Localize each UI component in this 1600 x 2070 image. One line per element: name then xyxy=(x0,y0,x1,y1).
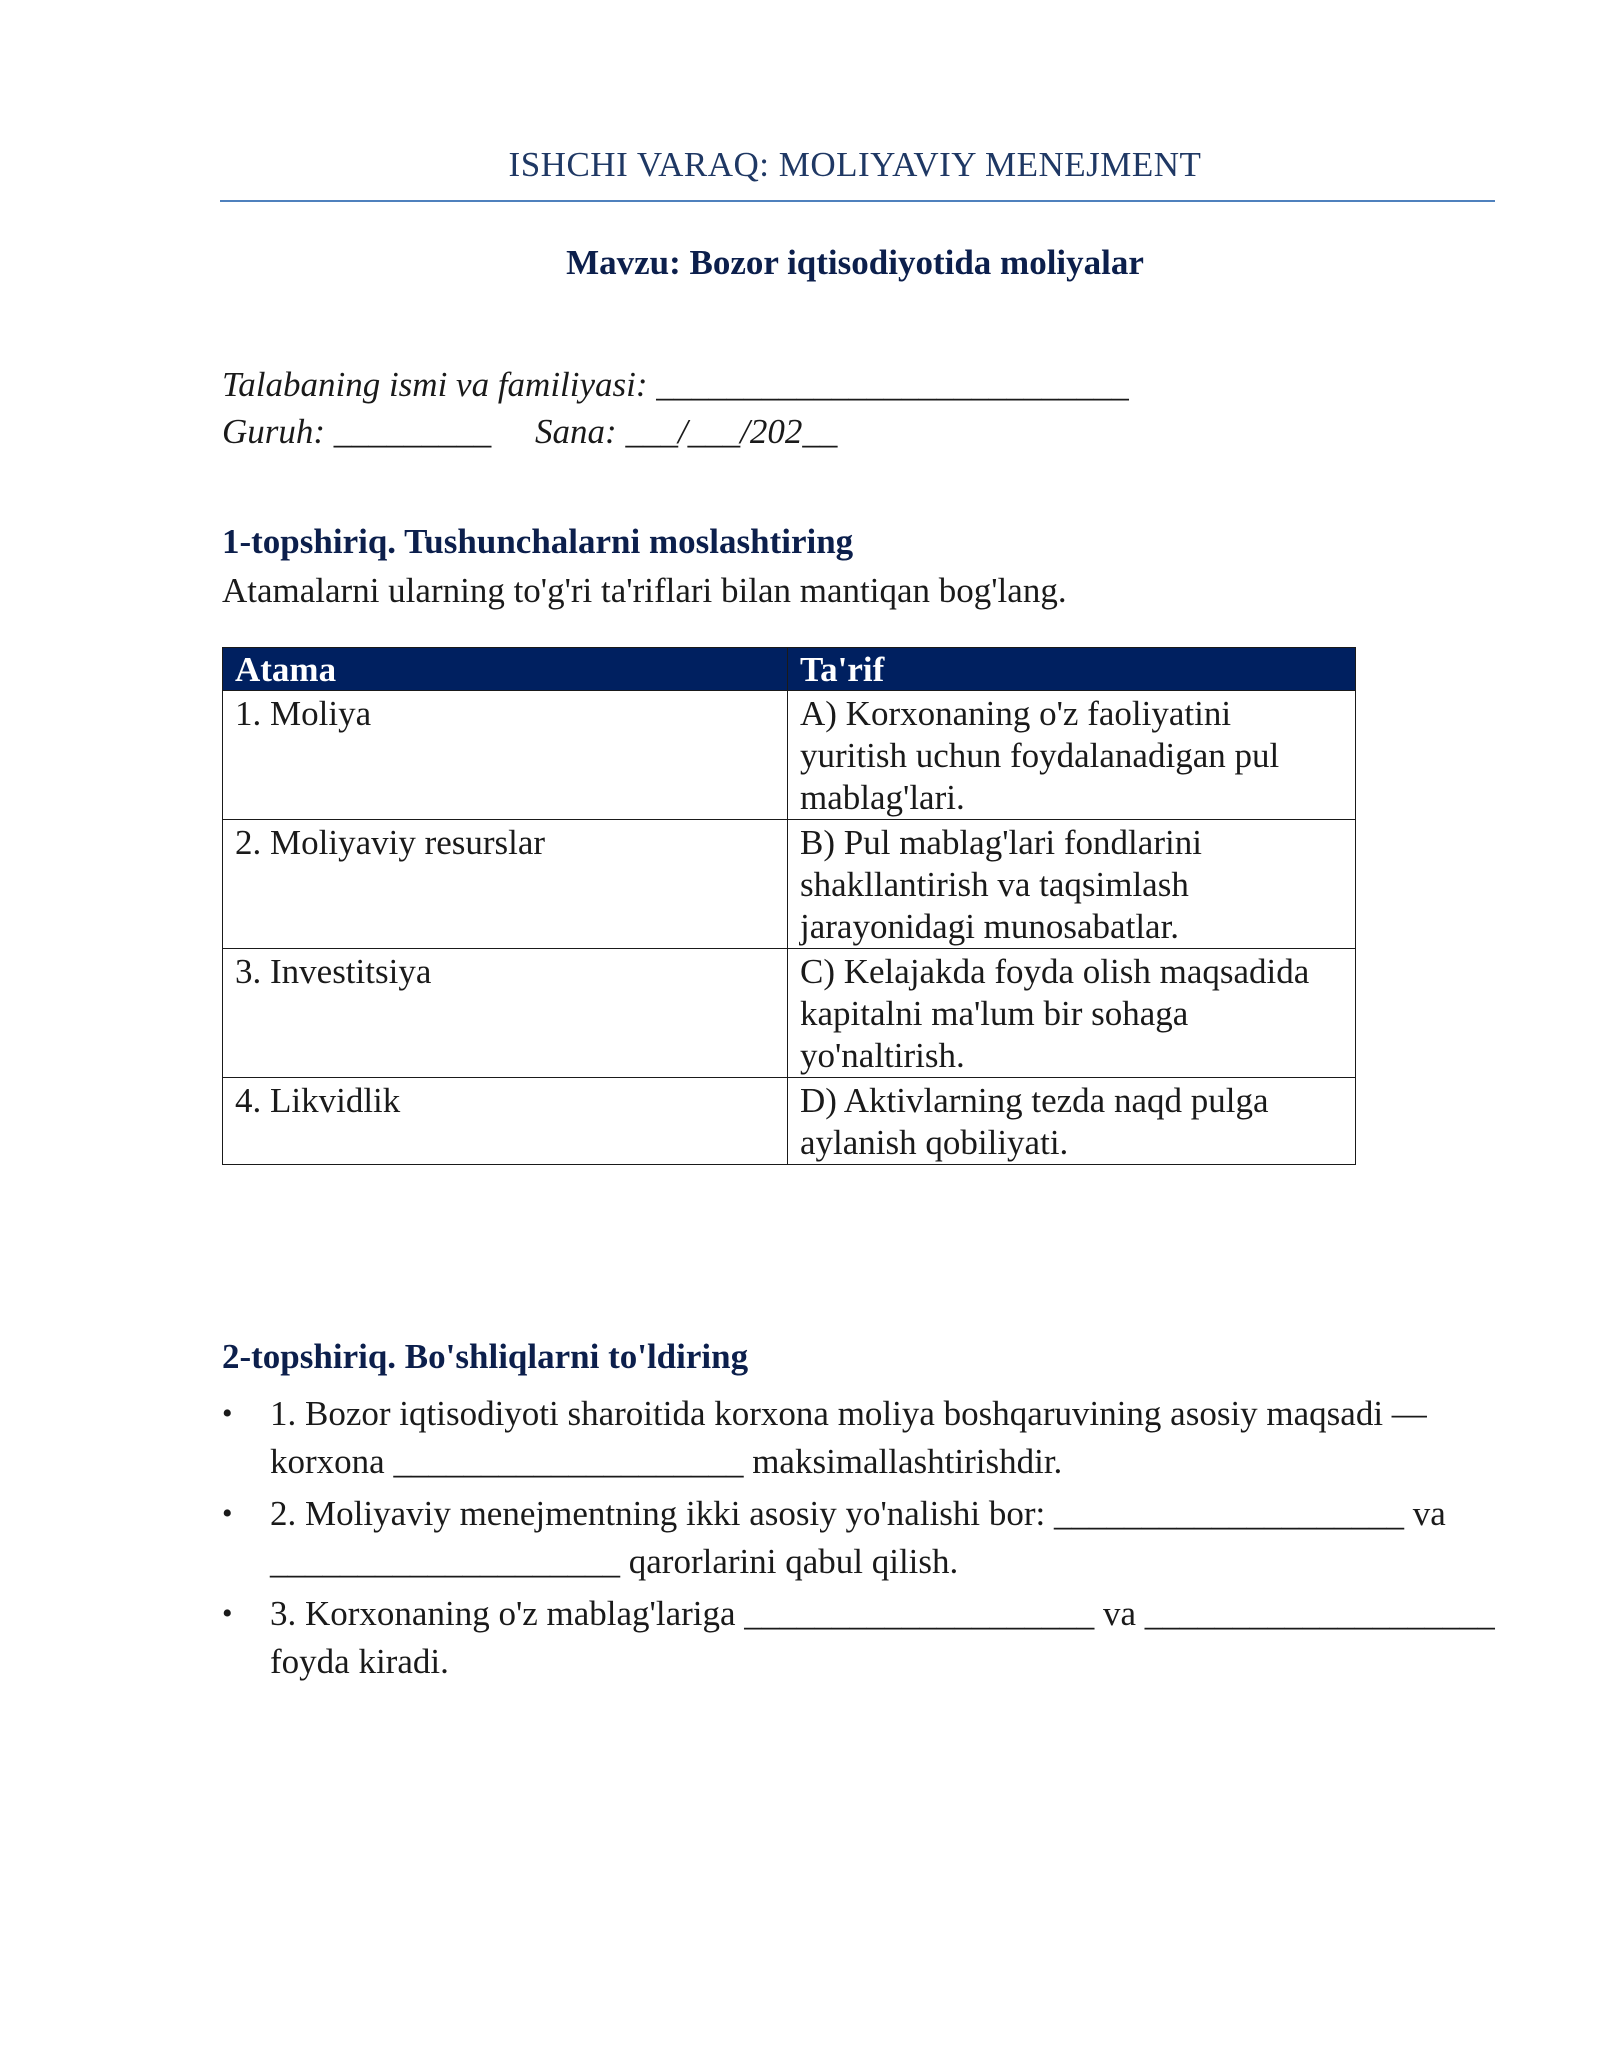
term-cell: 2. Moliyaviy resurslar xyxy=(223,820,788,949)
task1-heading: 1-topshiriq. Tushunchalarni moslashtiring xyxy=(222,522,854,561)
task1-instruction: Atamalarni ularning to'g'ri ta'riflari bilan mantiqan bog'lang. xyxy=(222,571,1067,610)
topic-subtitle: Mavzu: Bozor iqtisodiyotida moliyalar xyxy=(566,243,1144,282)
term-cell: 4. Likvidlik xyxy=(223,1078,788,1165)
table-row xyxy=(223,820,1356,949)
term-cell: 3. Investitsiya xyxy=(223,949,788,1078)
title-divider xyxy=(220,200,1495,202)
list-item xyxy=(222,1490,1512,1586)
fill-in-sentence: 2. Moliyaviy menejmentning ikki asosiy yo'nalishi bor: ____________________ va ____________________ qarorlarini qabul qilish. xyxy=(270,1494,1446,1581)
group-date-line: Guruh: _________ Sana: ___/___/202__ xyxy=(222,412,838,451)
student-name-line: Talabaning ismi va familiyasi: ___________________________ xyxy=(222,365,1129,404)
bullet-icon: • xyxy=(222,1397,233,1430)
definition-cell: B) Pul mablag'lari fondlarini shakllantirish va taqsimlash jarayonidagi munosabatlar. xyxy=(788,820,1356,949)
fill-in-sentence: 3. Korxonaning o'z mablag'lariga ____________________ va ____________________ foyda kiradi. xyxy=(270,1594,1495,1681)
term-cell: 1. Moliya xyxy=(223,691,788,820)
bullet-icon: • xyxy=(222,1497,233,1530)
table-row xyxy=(223,949,1356,1078)
fill-in-list xyxy=(222,1390,1512,1690)
list-item xyxy=(222,1590,1512,1686)
task2-heading: 2-topshiriq. Bo'shliqlarni to'ldiring xyxy=(222,1337,749,1376)
list-item xyxy=(222,1390,1512,1486)
column-header-definition: Ta'rif xyxy=(788,648,1356,691)
column-header-term: Atama xyxy=(223,648,788,691)
document-title: ISHCHI VARAQ: MOLIYAVIY MENEJMENT xyxy=(508,145,1202,184)
bullet-icon: • xyxy=(222,1597,233,1630)
definition-cell: A) Korxonaning o'z faoliyatini yuritish uchun foydalanadigan pul mablag'lari. xyxy=(788,691,1356,820)
fill-in-sentence: 1. Bozor iqtisodiyoti sharoitida korxona moliya boshqaruvining asosiy maqsadi — korxona ____________________ maksimallashtirishdir. xyxy=(270,1394,1427,1481)
table-row xyxy=(223,1078,1356,1165)
table-header-row xyxy=(223,648,1356,691)
matching-table xyxy=(222,647,1356,1165)
definition-cell: C) Kelajakda foyda olish maqsadida kapitalni ma'lum bir sohaga yo'naltirish. xyxy=(788,949,1356,1078)
table-row xyxy=(223,691,1356,820)
definition-cell: D) Aktivlarning tezda naqd pulga aylanish qobiliyati. xyxy=(788,1078,1356,1165)
